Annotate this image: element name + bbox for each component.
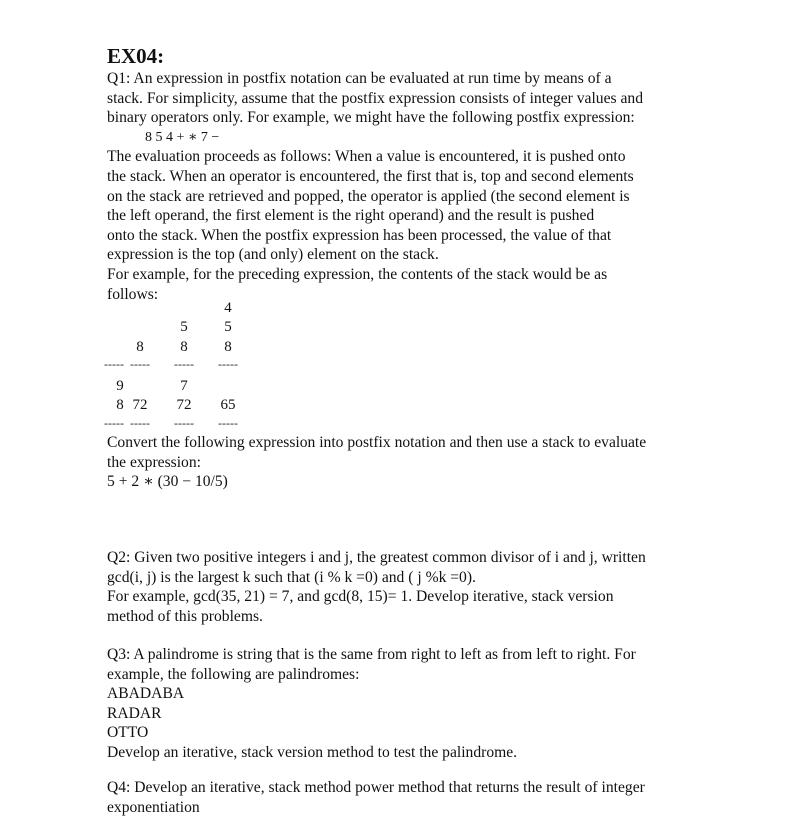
q1-task-line: Convert the following expression into postfix notation and then use a stack to evaluate	[107, 434, 647, 451]
stack-value: 7	[180, 378, 188, 394]
q2-line: method of this problems.	[107, 607, 263, 625]
stack-value: 72	[176, 397, 192, 413]
q1-task	[107, 433, 707, 492]
q1-task-expression: 5 + 2 ∗ (30 − 10/5)	[107, 473, 228, 491]
stack-diagram	[104, 296, 307, 436]
q1-explanation-line: the left operand, the first element is the right operand) and the result is pushed	[107, 207, 595, 225]
q1-explanation-line: onto the stack. When the postfix expression has been processed, the value of that	[107, 226, 612, 244]
q3-line: Q3: A palindrome is string that is the same from right to left as from left to right. For	[107, 646, 636, 663]
page-title: EX04:	[107, 44, 165, 68]
q1-explanation-line: the stack. When an operator is encountered, the first that is, top and second elements	[107, 167, 634, 185]
q4-section	[107, 778, 707, 817]
stack-divider: -----	[174, 357, 194, 371]
stack-value: 8	[224, 339, 232, 355]
palindrome-example: OTTO	[107, 724, 149, 742]
stack-divider: -----	[130, 357, 150, 371]
stack-value: 5	[180, 319, 188, 335]
q1-explanation-line: follows:	[107, 285, 159, 303]
stack-divider: -----	[104, 416, 124, 430]
q1-explanation-line: expression is the top (and only) element on the stack.	[107, 246, 439, 264]
palindrome-example: ABADABA	[107, 685, 185, 703]
q3-section	[107, 645, 707, 763]
q1-task-line: the expression:	[107, 453, 201, 471]
q1-explanation-line: The evaluation proceeds as follows: When a value is encountered, it is pushed onto	[107, 148, 626, 166]
q3-task: Develop an iterative, stack version method to test the palindrome.	[107, 743, 518, 761]
q1-intro	[107, 69, 707, 304]
stack-value: 8	[116, 397, 124, 413]
q1-intro-line: Q1: An expression in postfix notation can be evaluated at run time by means of a	[107, 70, 612, 87]
q2-section	[107, 548, 707, 626]
stack-divider: -----	[218, 357, 238, 371]
q1-explanation-line: on the stack are retrieved and popped, the operator is applied (the second element is	[107, 187, 630, 205]
q3-line: example, the following are palindromes:	[107, 665, 360, 683]
stack-divider: -----	[218, 416, 238, 430]
stack-value: 4	[224, 300, 232, 316]
stack-value: 9	[116, 378, 124, 394]
stack-value: 5	[224, 319, 232, 335]
stack-value: 72	[132, 397, 148, 413]
stack-value: 65	[220, 397, 236, 413]
q4-line: Q4: Develop an iterative, stack method power method that returns the result of integer	[107, 779, 645, 796]
q1-example-expression: 8 5 4 + ∗ 7 −	[145, 129, 220, 145]
q1-explanation-line: For example, for the preceding expression, the contents of the stack would be as	[107, 265, 608, 283]
palindrome-example: RADAR	[107, 704, 162, 722]
q2-line: For example, gcd(35, 21) = 7, and gcd(8, 15)= 1. Develop iterative, stack version	[107, 588, 614, 606]
stack-divider: -----	[174, 416, 194, 430]
q2-line: gcd(i, j) is the largest k such that (i % k =0) and ( j %k =0).	[107, 568, 476, 586]
q1-intro-line: stack. For simplicity, assume that the postfix expression consists of integer values and	[107, 89, 644, 107]
stack-value: 8	[136, 339, 144, 355]
stack-divider: -----	[130, 416, 150, 430]
stack-divider: -----	[104, 357, 124, 371]
q2-line: Q2: Given two positive integers i and j, the greatest common divisor of i and j, written	[107, 549, 646, 566]
q1-intro-line: binary operators only. For example, we might have the following postfix expression:	[107, 109, 635, 127]
q4-line: exponentiation	[107, 798, 200, 816]
stack-value: 8	[180, 339, 188, 355]
